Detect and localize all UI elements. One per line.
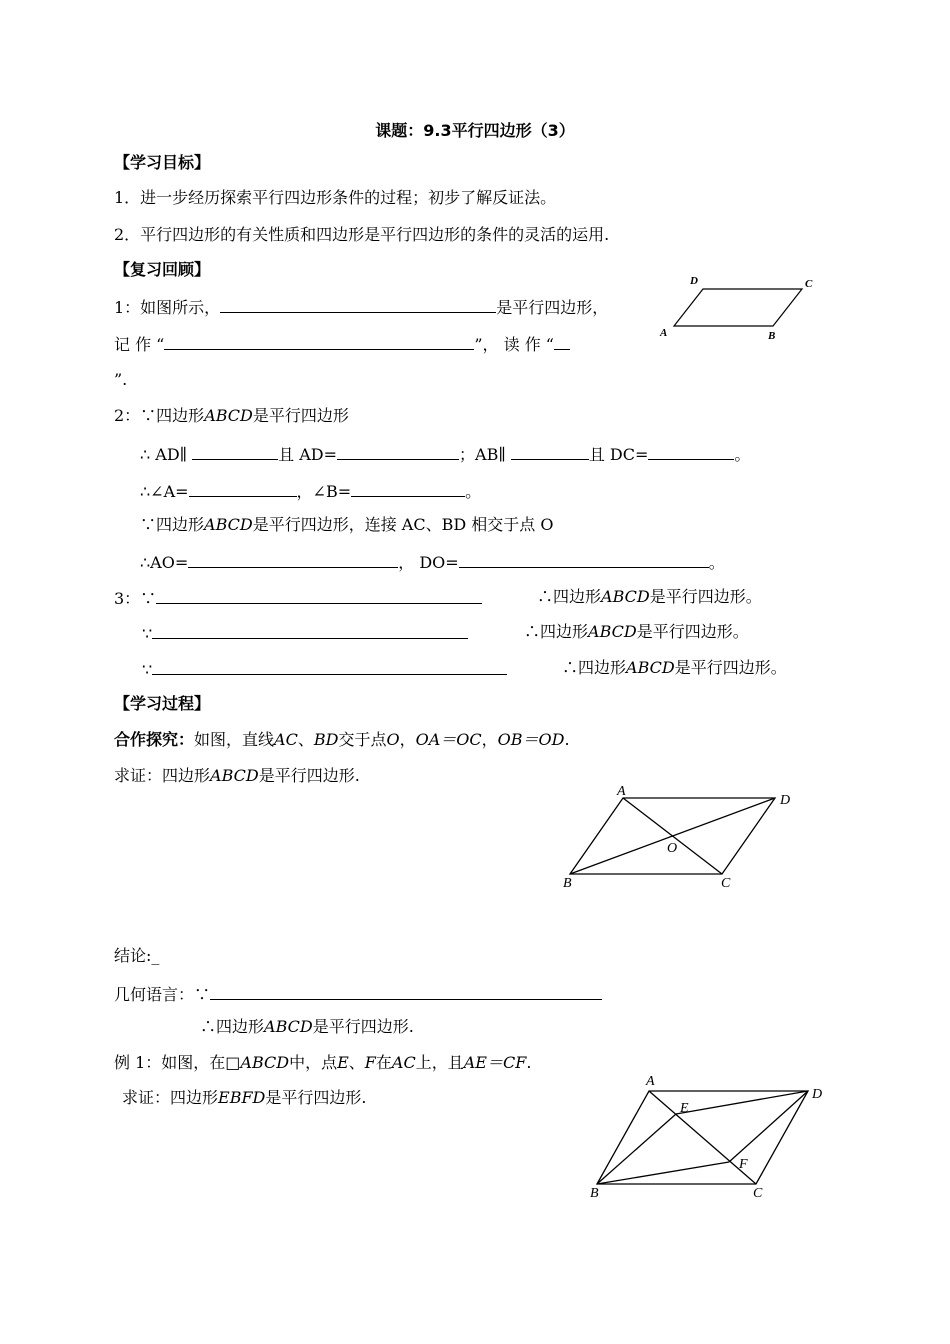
text: ， xyxy=(399,730,416,749)
text: ∴AO= xyxy=(140,553,189,572)
text: ， xyxy=(481,730,498,749)
text: E xyxy=(337,1053,349,1072)
label-a: A xyxy=(660,327,668,339)
text: ；AB∥ xyxy=(459,445,506,464)
text: 且 AD= xyxy=(278,445,338,464)
label-b: B xyxy=(590,1186,599,1201)
text: 是平行四边形. xyxy=(312,1017,414,1036)
text: AE＝CF xyxy=(463,1053,527,1072)
text: □ABCD xyxy=(225,1053,290,1072)
label-a: A xyxy=(617,784,626,799)
text: 2：∵四边形 xyxy=(114,406,205,425)
text: ABCD xyxy=(626,658,675,677)
review-q1-line3: ”. xyxy=(114,370,128,389)
text: ∴四边形 xyxy=(562,658,627,677)
label-f: F xyxy=(739,1157,748,1172)
label-a: A xyxy=(646,1074,655,1089)
text: BD xyxy=(313,730,339,749)
text: 是平行四边形。 xyxy=(636,622,749,641)
text: ∴四边形 xyxy=(524,622,589,641)
figure-1-labels xyxy=(659,275,813,342)
text: ABCD xyxy=(588,622,637,641)
text: ∵四边形 xyxy=(140,515,205,534)
text: F xyxy=(364,1053,376,1072)
conclusion-line: 结论:_ xyxy=(114,946,160,965)
page-title: 课题：9.3平行四边形（3） xyxy=(375,121,575,140)
text: 记 作 “ xyxy=(114,335,165,354)
parallelogram-figure-1 xyxy=(674,289,802,326)
text: ABCD xyxy=(204,406,253,425)
text: ∵ xyxy=(142,660,153,679)
parallelogram-figure-2 xyxy=(570,798,775,874)
goal-item-2: 2．平行四边形的有关性质和四边形是平行四边形的条件的灵活的运用. xyxy=(114,225,610,244)
text: 是平行四边形. xyxy=(258,766,360,785)
text: OA＝OC xyxy=(415,730,482,749)
section-heading-review: 【复习回顾】 xyxy=(114,260,211,279)
label-d: D xyxy=(812,1087,823,1102)
text: 在 xyxy=(375,1053,392,1072)
parallelogram-figure-3 xyxy=(597,1091,808,1184)
figure-3-labels xyxy=(590,1074,822,1201)
goal-item-1: 1．进一步经历探索平行四边形条件的过程；初步了解反证法。 xyxy=(114,188,557,207)
text: 是平行四边形 xyxy=(252,406,349,425)
text: ∴四边形 xyxy=(537,587,602,606)
figure-2-labels xyxy=(563,784,790,891)
text: ABCD xyxy=(264,1017,313,1036)
label-b: B xyxy=(563,876,572,891)
coop-label: 合作探究： xyxy=(114,730,195,749)
text: 是平行四边形. xyxy=(265,1088,367,1107)
text: 是平行四边形。 xyxy=(649,587,762,606)
text: ∴四边形 xyxy=(200,1017,265,1036)
text: 例 1：如图，在 xyxy=(114,1053,226,1072)
text: 是平行四边形。 xyxy=(674,658,787,677)
label-c: C xyxy=(805,278,813,290)
text: 3：∵ xyxy=(114,589,157,608)
text: 几何语言：∵ xyxy=(114,985,211,1004)
section-heading-goals: 【学习目标】 xyxy=(114,153,211,172)
text: 如图，直线 xyxy=(194,730,275,749)
text: 是平行四边形，连接 AC、BD 相交于点 O xyxy=(252,515,554,534)
text: 上，且 xyxy=(415,1053,464,1072)
text: 中，点 xyxy=(289,1053,338,1072)
text: EBFD xyxy=(218,1088,266,1107)
text: 。 xyxy=(734,445,751,464)
label-e: E xyxy=(680,1101,689,1116)
text: 求证：四边形 xyxy=(122,1088,219,1107)
text: ABCD xyxy=(601,587,650,606)
text: ，∠B= xyxy=(296,482,352,501)
text: OB＝OD xyxy=(497,730,565,749)
text: 求证：四边形 xyxy=(114,766,211,785)
text: 是平行四边形， xyxy=(496,298,609,317)
text: ∴ AD∥ xyxy=(140,445,188,464)
text: ∴∠A= xyxy=(140,482,189,501)
text: O xyxy=(386,730,400,749)
label-d: D xyxy=(780,793,791,808)
text: 、 xyxy=(297,730,314,749)
label-c: C xyxy=(721,876,731,891)
text: 1：如图所示， xyxy=(114,298,221,317)
text: ， DO= xyxy=(398,553,459,572)
text: 。 xyxy=(465,482,482,501)
text: ”， 读 作 “ xyxy=(474,335,554,354)
text: 且 DC= xyxy=(588,445,649,464)
text: 。 xyxy=(708,553,725,572)
text: ABCD xyxy=(210,766,259,785)
text: . xyxy=(564,730,570,749)
text: AC xyxy=(391,1053,416,1072)
label-b: B xyxy=(768,330,776,342)
text: 交于点 xyxy=(338,730,387,749)
section-heading-process: 【学习过程】 xyxy=(114,694,211,713)
label-c: C xyxy=(753,1186,763,1201)
label-o: O xyxy=(667,841,678,856)
text: 、 xyxy=(348,1053,365,1072)
label-d: D xyxy=(690,275,698,287)
text: ABCD xyxy=(204,515,253,534)
text: . xyxy=(526,1053,532,1072)
text: ∵ xyxy=(142,624,153,643)
text: AC xyxy=(274,730,298,749)
